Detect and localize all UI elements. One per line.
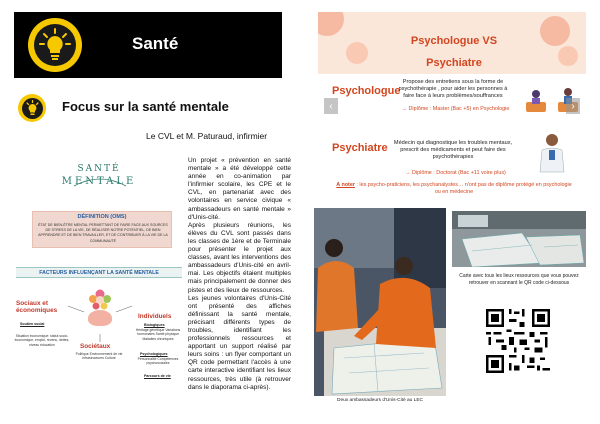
psychological-label: Psychologiques <box>140 352 168 356</box>
definition-text: ÉTAT DE BIEN-ÊTRE MENTAL PERMETTANT DE FAIRE FACE AUX SOURCES DE STRESS DE LA VIE, DE RÉALISER NOTRE POTENTIEL, DE BIEN APPRENDRE ET DE BIEN TRAVAILLER, ET DE CONTRIBUER À LA VIE DE LA COMMUNAUTÉ <box>38 223 168 243</box>
map-photo <box>452 211 586 267</box>
map-caption: Carte avec tous les lieux ressources que vous pouvez retrouver en scannant le QR code ci-dessous <box>459 273 579 286</box>
slide-title-box <box>384 30 524 69</box>
slideshow <box>318 12 586 198</box>
definition-title: DÉFINITION (OMS) <box>77 214 127 220</box>
biological-label: Biologiques <box>144 323 165 327</box>
page-title: Santé <box>132 34 179 53</box>
byline: Le CVL et M. Paturaud, infirmier <box>146 131 268 141</box>
section-title: Focus sur la santé mentale <box>62 99 229 114</box>
social-support-label: Soutien social <box>20 322 45 326</box>
doctor-illustration <box>536 132 568 176</box>
slide-note <box>334 182 574 196</box>
note-label: A noter <box>336 182 355 188</box>
photo-caption: Deux ambassadeurs d'Unis-Cité au LEC <box>337 398 423 403</box>
mental-health-infographic <box>14 154 184 384</box>
leaf-decoration-icon <box>72 174 128 188</box>
chevron-left-icon[interactable]: ‹ <box>324 98 338 114</box>
societal-factors-title: Sociétaux <box>80 343 111 350</box>
article-paragraph: Un projet « prévention en santé mentale » a été développé cette année en co-animation par l'infirmier scolaire, les CPE et le CVL, en partenariat avec des volontaires en service civique « ambassadeurs en santé mentale » d'Unis-cité. <box>188 157 291 221</box>
ambassadors-photo <box>314 208 446 396</box>
qr-code-icon[interactable] <box>486 309 550 373</box>
social-factors-text: Situation économique: statut socio-économique, emploi, revenu, dettes, niveau éducation <box>14 334 70 347</box>
flower-decoration-icon <box>318 12 344 36</box>
chevron-right-icon[interactable]: › <box>566 98 580 114</box>
psychological-text: Personnalité Compétences psychosociales <box>137 357 179 366</box>
header-banner <box>14 12 282 78</box>
article-paragraph: Les jeunes volontaires d'Unis-Cité ont présenté des affiches définissant la santé mentale, précisant différents types de troubles, identifiant les professionnels ressources et apportant un support réalisé par leurs soins : un flyer comportant un QR code permettant l'accès à une carte interactive identifiant les lieux ressources, très utile (à retrouver dans le diaporama ci-après). <box>188 294 291 391</box>
flower-decoration-icon <box>540 16 570 46</box>
psychiatre-description: Médecin qui diagnostique les troubles mentaux, prescrit des médicaments et peut faire des psychothérapies <box>393 140 513 160</box>
infographic-brand-top: SANTÉ <box>77 164 121 174</box>
psychologue-diploma: → Diplôme : Master (Bac +5) en Psychologie <box>401 106 510 112</box>
article-body <box>188 157 291 392</box>
psychiatre-diploma: → Diplôme : Doctorat (Bac +11 voire plus) <box>405 170 506 176</box>
psychologue-label: Psychologue <box>332 85 401 97</box>
connector-arrows <box>64 304 136 344</box>
lightbulb-small-icon <box>18 94 46 122</box>
individual-factors-text: Héritage génétique Variations hormonales Santé physique Maladies chroniques <box>135 328 181 341</box>
factors-box <box>16 267 182 278</box>
note-text: : les psycho-praticiens, les psychanalystes… n'ont pas de diplôme protégé en psychologie ou en médecine <box>354 182 572 195</box>
individual-factors-title: Individuels <box>138 313 172 320</box>
life-path-label: Parcours de vie <box>144 374 171 378</box>
societal-factors-text: Politique Environnement de vie Infrastructures Culture <box>75 352 123 361</box>
factors-title: FACTEURS INFLUENÇANT LA SANTÉ MENTALE <box>39 270 159 276</box>
flower-decoration-icon <box>558 46 578 66</box>
lightbulb-icon <box>28 18 82 72</box>
infographic-brand-bottom: MENTALE <box>61 176 137 187</box>
slide-title: Psychologue VS Psychiatre <box>410 35 498 69</box>
article-paragraph: Après plusieurs réunions, les élèves du CVL sont passés dans les classes de 1ère et de Terminale pour présenter le projet aux classes, avant les interventions des ambassadeurs d'Unis-cité en avril-mai. Les objectifs étaient multiples mais principalement de donner des pistes et des lieux de ressources. <box>188 221 291 294</box>
psychologue-description: Propose des entretiens sous la forme de psychothérapie , pour aider les personnes à faire face à leurs problèmes/souffrances <box>398 79 508 99</box>
psychiatre-label: Psychiatre <box>332 142 388 154</box>
definition-box <box>32 211 172 248</box>
social-factors-title: Sociaux et économiques <box>16 300 58 314</box>
flower-decoration-icon <box>346 42 368 64</box>
